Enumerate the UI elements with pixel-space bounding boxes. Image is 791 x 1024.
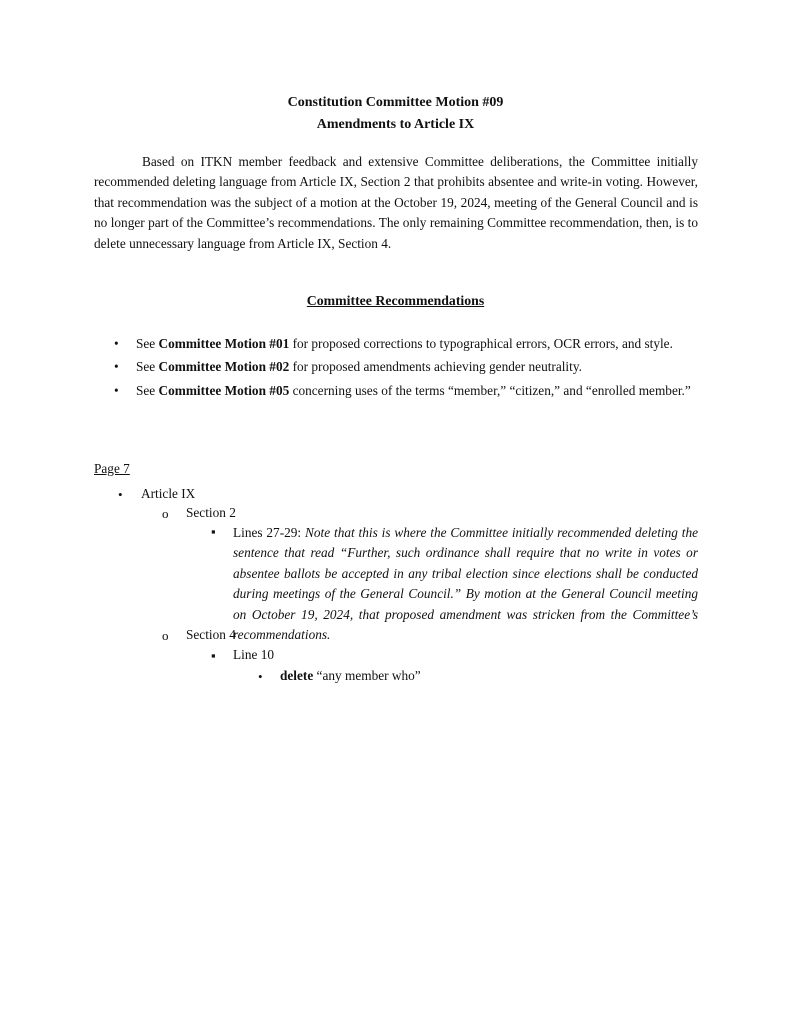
square-bullet-icon: ▪ <box>211 648 216 663</box>
page-reference: Page 7 <box>94 461 130 476</box>
delete-action: delete <box>280 668 314 683</box>
motion-reference: Committee Motion #05 <box>158 382 290 398</box>
intro-paragraph: Based on ITKN member feedback and extensive Committee deliberations, the Committee initially recommended deleting language from Article IX, Section 2 that prohibits absentee and write-in voting. However, that recommendation was the subject of a motion at the October 19, 2024, meeting of the General Council and is no longer part of the Committee’s recommendations. The only remaining Committee recommendation, then, is to delete unnecessary language from Article IX, Section 4. <box>94 154 698 251</box>
document-subtitle: Amendments to Article IX <box>316 117 475 132</box>
item-prefix: See <box>136 336 159 351</box>
bullet-icon: • <box>114 382 119 398</box>
article-label: Article IX <box>141 486 196 501</box>
recommendations-list <box>112 334 698 404</box>
item-prefix: See <box>136 359 159 375</box>
item-suffix: for proposed amendments achieving gender neutrality. <box>289 359 582 375</box>
section-2-note <box>233 523 698 645</box>
lines-label: Lines 27-29: <box>233 525 306 540</box>
list-item <box>112 381 698 401</box>
bullet-icon: • <box>258 669 263 684</box>
motion-reference: Committee Motion #01 <box>158 336 290 351</box>
circle-bullet-icon: o <box>162 506 169 521</box>
section-4-label: Section 4 <box>186 627 236 642</box>
recommendations-heading-text: Committee Recommendations <box>306 293 485 308</box>
note-text: Note that this is where the Committee initially recommended deleting the sentence that read “Further, such ordinance shall require that no write in votes or absentee ballots be accepted in any tribal election since elections shall be conducted during meetings of the General Council.” By motion at the General Council meeting on October 19, 2024, that proposed amendment was stricken from the Committee’s recommendations. <box>233 525 699 643</box>
motion-reference: Committee Motion #02 <box>158 359 290 375</box>
section-2-label: Section 2 <box>186 505 236 520</box>
item-suffix: concerning uses of the terms “member,” “citizen,” and “enrolled member.” <box>289 382 691 398</box>
bullet-icon: • <box>118 487 123 502</box>
delete-instruction <box>280 666 421 686</box>
item-suffix: for proposed corrections to typographical errors, OCR errors, and style. <box>289 336 673 351</box>
deleted-text: “any member who” <box>313 668 421 683</box>
circle-bullet-icon: o <box>162 628 169 643</box>
recommendations-heading <box>0 292 791 310</box>
line-10-label: Line 10 <box>233 647 274 662</box>
list-item <box>112 334 698 354</box>
square-bullet-icon: ▪ <box>211 524 216 539</box>
list-item <box>112 357 698 377</box>
bullet-icon: • <box>114 336 119 351</box>
document-title: Constitution Committee Motion #09 <box>287 95 504 110</box>
item-prefix: See <box>136 382 159 398</box>
bullet-icon: • <box>114 359 119 375</box>
